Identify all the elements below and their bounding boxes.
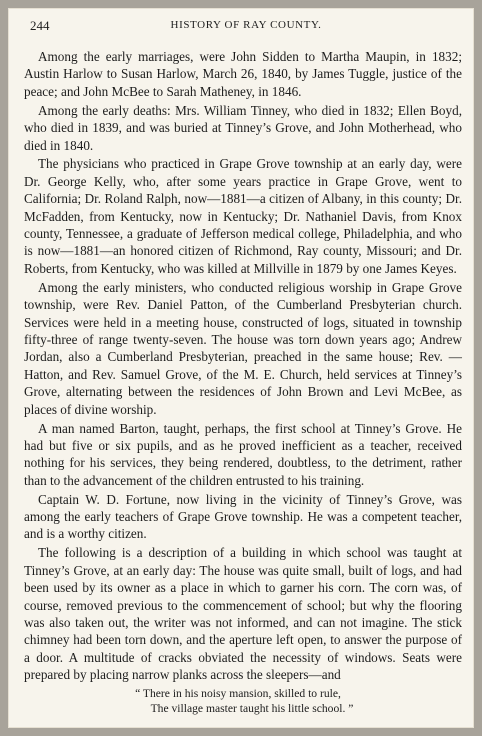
verse-quote [24, 686, 462, 716]
book-page [8, 8, 474, 728]
paragraph-physicians: The physicians who practiced in Grape Grove township at an early day, were Dr. George Kelly, who, after some years practice in Grape Grove, went to California; Dr. Roland Ralph, now—1881—a citizen of Albany, in this county; Dr. McFadden, from Kentucky, now in Kentucky; Dr. Nathaniel Davis, from Knox county, Tennessee, a graduate of Jefferson medical college, Philadelphia, and who is now—1881—an honored citizen of Richmond, Ray county, Missouri; and Dr. Roberts, from Kentucky, who was killed at Millville in 1879 by one James Keyes. [24, 156, 462, 276]
page-header [22, 18, 460, 36]
paragraph-deaths: Among the early deaths: Mrs. William Tinney, who died in 1832; Ellen Boyd, who died in 1839, and was buried at Tinney’s Grove, and John Motherhead, who died in 1840. [24, 102, 462, 153]
paragraph-marriages: Among the early marriages, were John Sidden to Martha Maupin, in 1832; Austin Harlow to Susan Harlow, March 26, 1840, by James Tuggle, justice of the peace; and John McBee to Sarah Matheney, in 1846. [24, 49, 462, 99]
paragraph-first-school: A man named Barton, taught, perhaps, the first school at Tinney’s Grove. He had but five or six pupils, and as he proved inefficient as a teacher, received nothing for his services, they being rendered, doubtless, to the detriment, rather than to the advancement of the children entrusted to his training. [24, 420, 462, 488]
quote-line-2: The village master taught his little school. ” [150, 701, 354, 715]
running-head: HISTORY OF RAY COUNTY. [170, 19, 322, 31]
paragraph-school-building: The following is a description of a building in which school was taught at Tinney’s Grove, at an early day: The house was quite small, built of logs, and had been used by its owner as a place in which to garner his corn. The corn was, of course, removed previous to the commencement of school; but why the flooring was also taken out, the writer was not informed, and can not imagine. The stick chimney had been torn down, and the aperture left open, to answer the purpose of a door. A multitude of cracks obviated the necessity of windows. Seats were prepared by placing narrow planks across the sleepers—and [24, 545, 462, 683]
quote-line-1: “ There in his noisy mansion, skilled to rule, [135, 686, 341, 700]
page-number: 244 [30, 18, 50, 33]
paragraph-ministers: Among the early ministers, who conducted religious worship in Grape Grove township, were Rev. Daniel Patton, of the Cumberland Presbyterian church. Services were held in a meeting house, constructed of logs, situated in township fifty-three of range twenty-seven. The house was torn down years ago; Andrew Jordan, also a Cumberland Presbyterian, preached in the same house; Rev. — Hatton, and Rev. Samuel Grove, of the M. E. Church, held services at Tinney’s Grove, alternating between the residences of John Brown and Levi McBee, as places of divine worship. [24, 279, 462, 417]
paragraph-captain-fortune: Captain W. D. Fortune, now living in the vicinity of Tinney’s Grove, was among the early teachers of Grape Grove township. He was a competent teacher, and is a worthy citizen. [24, 491, 462, 542]
body-text [24, 48, 462, 716]
